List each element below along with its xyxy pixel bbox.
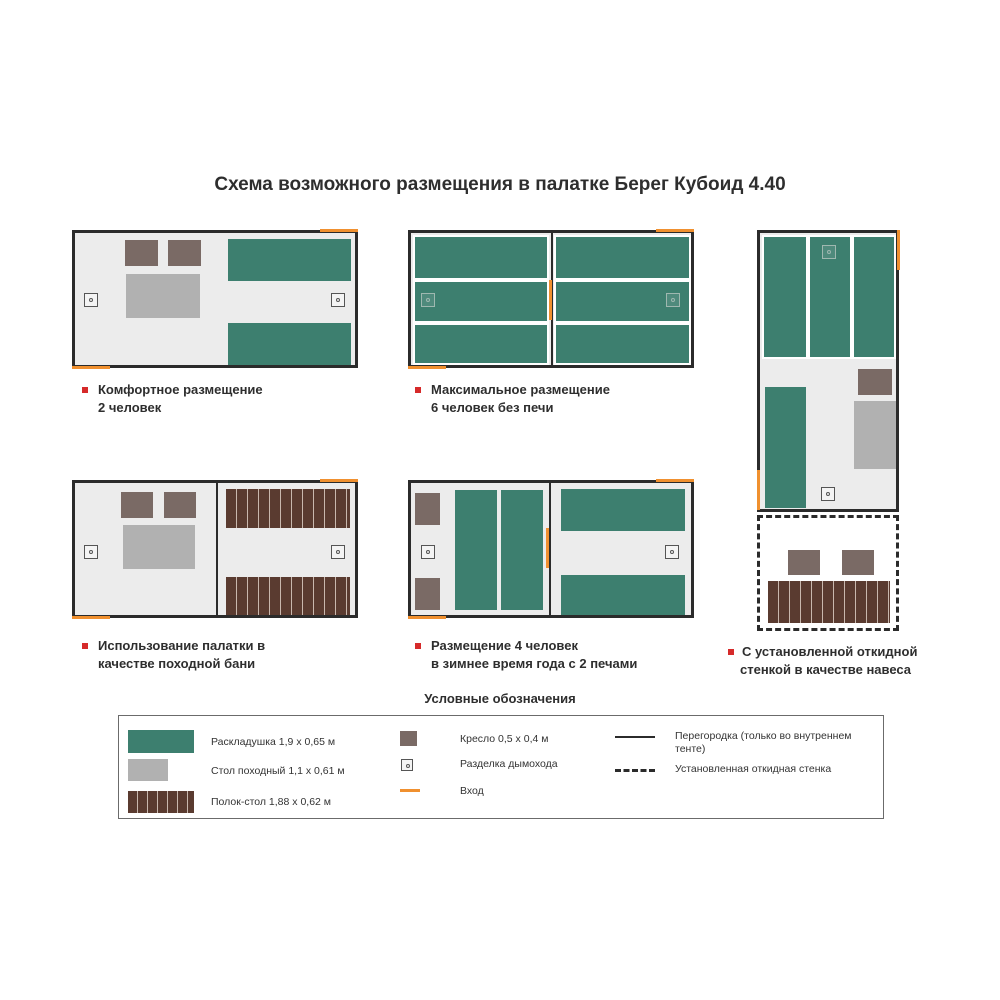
legend-chair-swatch: [400, 731, 417, 746]
chimney-icon: [331, 545, 345, 559]
legend-wall-label: Установленная откидная стенка: [675, 763, 832, 775]
page-title: Схема возможного размещения в палатке Берег Кубоид 4.40: [214, 174, 786, 195]
legend-table-swatch: [128, 759, 168, 781]
chair: [125, 240, 158, 266]
chair: [415, 493, 440, 525]
legend-cot-label: Раскладушка 1,9 х 0,65 м: [211, 736, 336, 748]
legend-wall-swatch: [615, 769, 655, 772]
cot: [228, 323, 351, 365]
legend-shelf-label: Полок-стол 1,88 х 0,62 м: [211, 796, 332, 808]
camp-table: [126, 274, 200, 318]
legend-chimney-label: Разделка дымохода: [460, 758, 558, 770]
shelf-table: [226, 489, 350, 528]
chimney-icon: [822, 245, 836, 259]
cot: [501, 490, 543, 610]
chair: [168, 240, 201, 266]
cot: [762, 235, 808, 359]
chair: [164, 492, 196, 518]
cot: [852, 235, 896, 359]
entrance-marker: [549, 280, 552, 320]
layout-winter-plan: [408, 480, 694, 618]
legend-partition-label: Перегородка (только во внутреннем тенте): [675, 730, 852, 755]
chimney-icon: [421, 545, 435, 559]
entrance-marker: [897, 230, 900, 270]
cot: [765, 387, 806, 508]
layout-caption: Комфортное размещение 2 человек: [82, 381, 263, 417]
layout-caption: Использование палатки в качестве походной бани: [82, 637, 265, 673]
chimney-icon: [421, 293, 435, 307]
entrance-marker: [408, 366, 446, 369]
cot: [561, 489, 685, 531]
chimney-icon: [666, 293, 680, 307]
cot: [561, 575, 685, 615]
legend: [118, 715, 884, 819]
entrance-marker: [320, 229, 358, 232]
layout-caption: С установленной откидной стенкой в качестве навеса: [728, 643, 917, 679]
chair: [858, 369, 892, 395]
layout-sauna-plan: [72, 480, 358, 618]
legend-entrance-label: Вход: [460, 785, 484, 797]
cot: [455, 490, 497, 610]
cot: [413, 235, 549, 280]
cot: [554, 235, 691, 280]
chimney-icon: [84, 545, 98, 559]
awning-wall: [757, 515, 899, 631]
legend-title: Условные обозначения: [424, 691, 576, 706]
camp-table: [854, 401, 896, 469]
legend-cot-swatch: [128, 730, 194, 753]
chimney-icon: [665, 545, 679, 559]
chair: [842, 550, 874, 575]
layout-caption: Размещение 4 человек в зимнее время года с 2 печами: [415, 637, 637, 673]
chimney-icon: [821, 487, 835, 501]
entrance-marker: [656, 229, 694, 232]
entrance-marker: [546, 528, 549, 568]
chimney-icon: [331, 293, 345, 307]
layout-comfort-plan: [72, 230, 358, 368]
entrance-marker: [757, 470, 760, 510]
entrance-marker: [408, 616, 446, 619]
chair: [415, 578, 440, 610]
entrance-marker: [72, 616, 110, 619]
cot: [228, 239, 351, 281]
legend-chair-label: Кресло 0,5 х 0,4 м: [460, 733, 549, 745]
legend-partition-swatch: [615, 736, 655, 738]
chimney-icon: [401, 759, 413, 771]
layout-caption: Максимальное размещение 6 человек без печи: [415, 381, 610, 417]
entrance-marker: [72, 366, 110, 369]
legend-entrance-swatch: [400, 789, 420, 792]
chair: [121, 492, 153, 518]
chair: [788, 550, 820, 575]
layout-awning-plan: [757, 230, 899, 512]
entrance-marker: [656, 479, 694, 482]
legend-table-label: Стол походный 1,1 х 0,61 м: [211, 765, 345, 777]
cot: [413, 323, 549, 365]
shelf-table: [768, 581, 890, 623]
entrance-marker: [320, 479, 358, 482]
legend-shelf-swatch: [128, 791, 194, 813]
camp-table: [123, 525, 195, 569]
chimney-icon: [84, 293, 98, 307]
cot: [554, 323, 691, 365]
partition-line: [549, 483, 551, 615]
partition-line: [216, 483, 218, 615]
shelf-table: [226, 577, 350, 615]
